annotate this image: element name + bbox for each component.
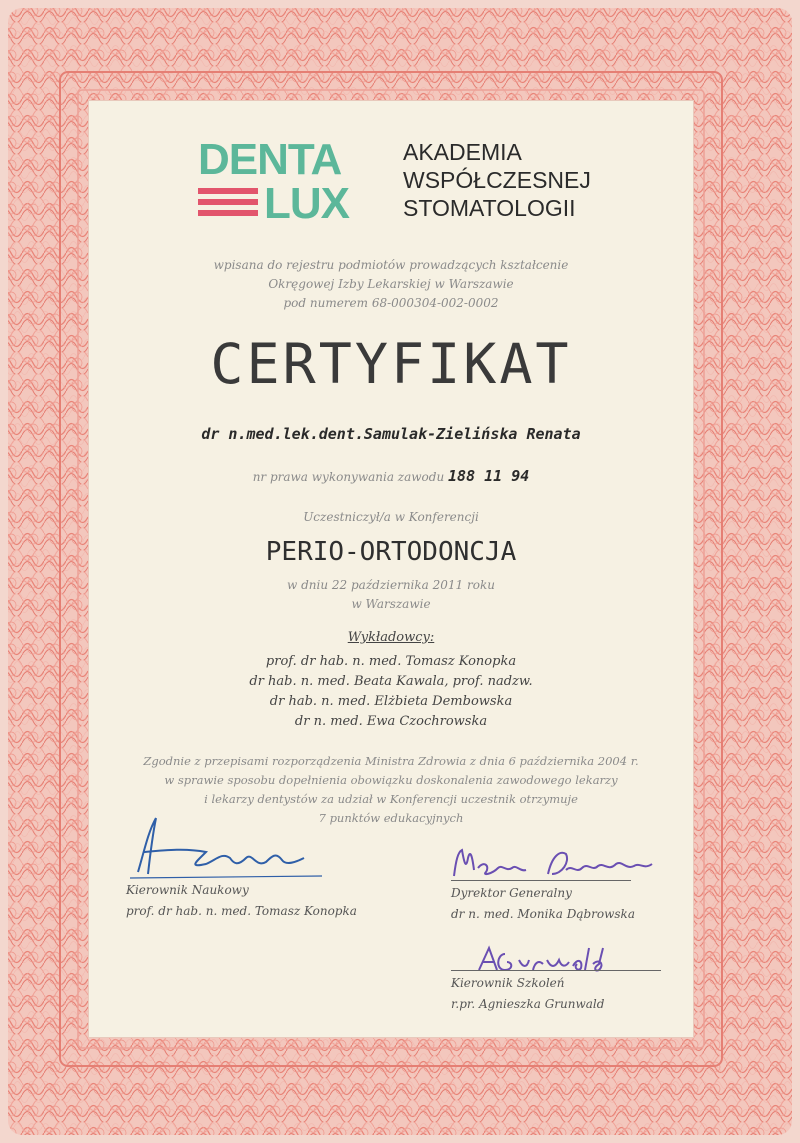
registry-line: Okręgowej Izby Lekarskiej w Warszawie: [268, 277, 514, 291]
signature-name: prof. dr hab. n. med. Tomasz Konopka: [126, 904, 357, 918]
registry-line: wpisana do rejestru podmiotów prowadzących kształcenie: [213, 258, 569, 272]
logo-text-denta: DENTA: [198, 136, 342, 184]
conference-date: [88, 576, 694, 614]
lecturers-heading: Wykładowcy:: [347, 630, 435, 645]
license-label: nr prawa wykonywania zawodu: [252, 470, 445, 484]
signature-role: Dyrektor Generalny: [451, 886, 572, 900]
recipient-name: dr n.med.lek.dent.Samulak-Zielińska Renata: [201, 425, 581, 443]
certificate-title: CERTYFIKAT: [210, 332, 572, 396]
place-line: w Warszawie: [351, 597, 431, 611]
academy-name-line: AKADEMIA: [403, 139, 522, 165]
regulation-line: 7 punktów edukacyjnych: [318, 811, 464, 825]
lecturer-name: prof. dr hab. n. med. Tomasz Konopka: [265, 654, 517, 669]
academy-name-line: WSPÓŁCZESNEJ: [403, 167, 591, 193]
lecturers-list: [88, 652, 694, 732]
license-number: 188 11 94: [448, 467, 530, 485]
signature-konopka: [126, 812, 326, 882]
signature-block-scientific: [126, 880, 357, 922]
signature-block-general: [451, 880, 635, 925]
date-line: w dniu 22 października 2011 roku: [287, 578, 495, 592]
participation-text: Uczestniczył/a w Konferencji: [303, 510, 479, 524]
conference-title: PERIO-ORTODONCJA: [265, 537, 517, 567]
lecturer-name: dr hab. n. med. Elżbieta Dembowska: [269, 694, 513, 709]
signature-block-training: [451, 970, 661, 1015]
lecturer-name: dr hab. n. med. Beata Kawala, prof. nadzw.: [249, 674, 533, 689]
academy-name-line: STOMATOLOGII: [403, 195, 576, 221]
regulation-line: i lekarzy dentystów za udział w Konferencji uczestnik otrzymuje: [204, 792, 578, 806]
signature-role: Kierownik Szkoleń: [451, 976, 565, 990]
regulation-line: Zgodnie z przepisami rozporządzenia Ministra Zdrowia z dnia 6 października 2004 r.: [143, 754, 639, 768]
registry-statement: [88, 256, 694, 313]
regulation-line: w sprawie sposobu dopełnienia obowiązku doskonalenia zawodowego lekarzy: [164, 773, 618, 787]
signature-name: r.pr. Agnieszka Grunwald: [451, 997, 605, 1011]
license-line: [88, 467, 694, 485]
registry-line: pod numerem 68-000304-002-0002: [283, 296, 499, 310]
lecturer-name: dr n. med. Ewa Czochrowska: [294, 714, 488, 729]
signature-name: dr n. med. Monika Dąbrowska: [451, 907, 635, 921]
dentalux-logo: [198, 136, 398, 226]
certificate-body: [88, 100, 694, 1038]
academy-name: [403, 138, 591, 222]
signature-role: Kierownik Naukowy: [126, 883, 249, 897]
logo-text-lux: LUX: [264, 179, 349, 226]
